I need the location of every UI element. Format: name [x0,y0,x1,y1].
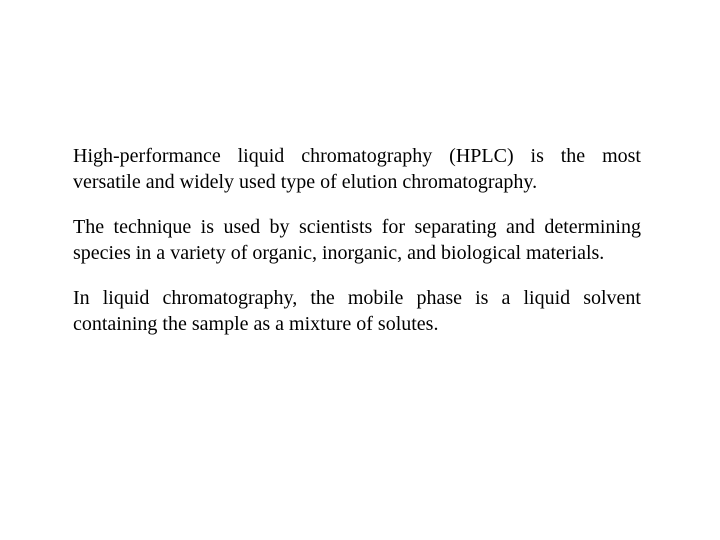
paragraph-technique-use: The technique is used by scientists for separating and determining species in a variety of organic, inorganic, and biological materials. [73,216,641,264]
paragraph-hplc-definition: High-performance liquid chromatography (HPLC) is the most versatile and widely used type of elution chromatography. [73,145,641,193]
body-text [73,144,641,337]
paragraph-mobile-phase: In liquid chromatography, the mobile phase is a liquid solvent containing the sample as a mixture of solutes. [73,287,641,335]
